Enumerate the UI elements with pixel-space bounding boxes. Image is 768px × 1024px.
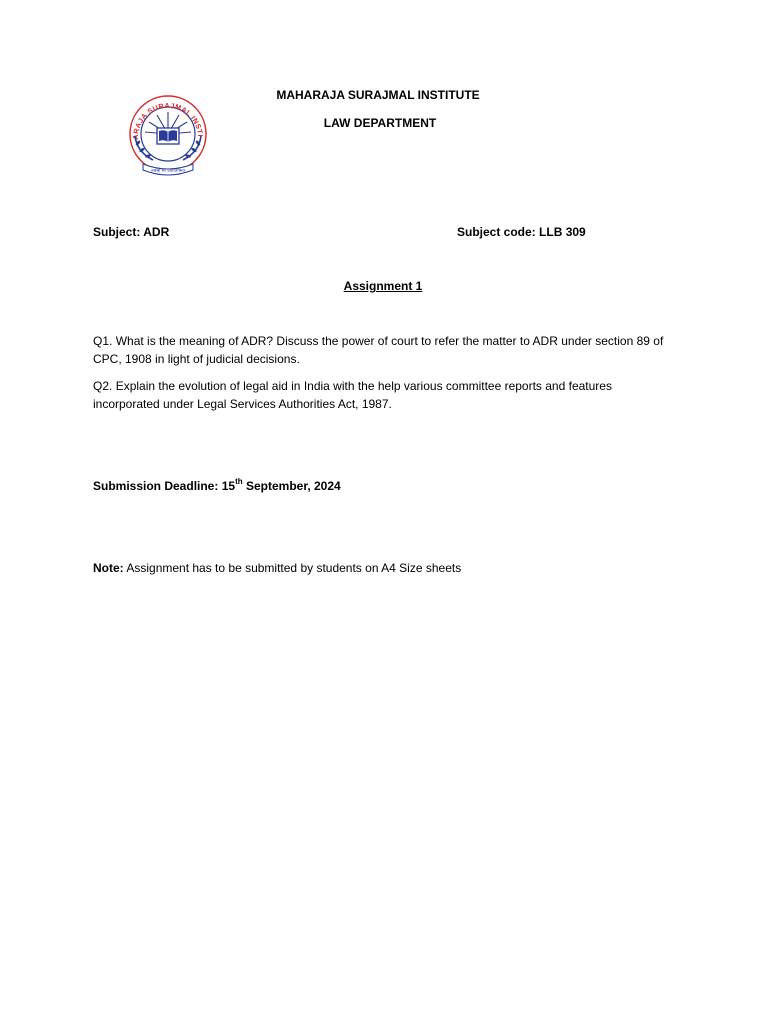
institute-name: MAHARAJA SURAJMAL INSTITUTE bbox=[276, 88, 480, 102]
deadline-day: 15 bbox=[221, 479, 236, 493]
deadline-day-suffix: th bbox=[235, 477, 243, 486]
question-1-text: What is the meaning of ADR? Discuss the power of court to refer the matter to ADR under section 89 of CPC, 1908 in light of judicial decisions. bbox=[93, 334, 664, 366]
deadline-label: Submission Deadline: bbox=[93, 479, 219, 493]
subject-code-label: Subject code: bbox=[457, 225, 536, 239]
note-label: Note: bbox=[93, 561, 124, 575]
deadline-rest: September, 2024 bbox=[245, 479, 341, 493]
question-1-number: Q1. bbox=[93, 334, 113, 348]
logo-ring-text: ARAJA SURAJMAL INSTI bbox=[130, 100, 205, 140]
question-2 bbox=[93, 378, 673, 413]
question-1 bbox=[93, 333, 673, 368]
subject-code-line bbox=[457, 225, 586, 239]
department-name: LAW DEPARTMENT bbox=[323, 116, 437, 130]
question-2-text: Explain the evolution of legal aid in India with the help various committee reports and features incorporated under Legal Services Authorities Act, 1987. bbox=[93, 379, 612, 411]
subject-code-value: LLB 309 bbox=[539, 225, 586, 239]
subject-value: ADR bbox=[143, 225, 170, 239]
question-2-number: Q2. bbox=[93, 379, 113, 393]
subject-line bbox=[93, 225, 169, 239]
note bbox=[93, 560, 461, 578]
subject-label: Subject: bbox=[93, 225, 141, 239]
logo-motto: तमसो मा ज्योतिर्गमय bbox=[150, 169, 186, 174]
assignment-title: Assignment 1 bbox=[343, 279, 423, 293]
institute-logo bbox=[121, 88, 215, 178]
submission-deadline bbox=[93, 479, 341, 493]
note-text: Assignment has to be submitted by students on A4 Size sheets bbox=[126, 561, 462, 575]
